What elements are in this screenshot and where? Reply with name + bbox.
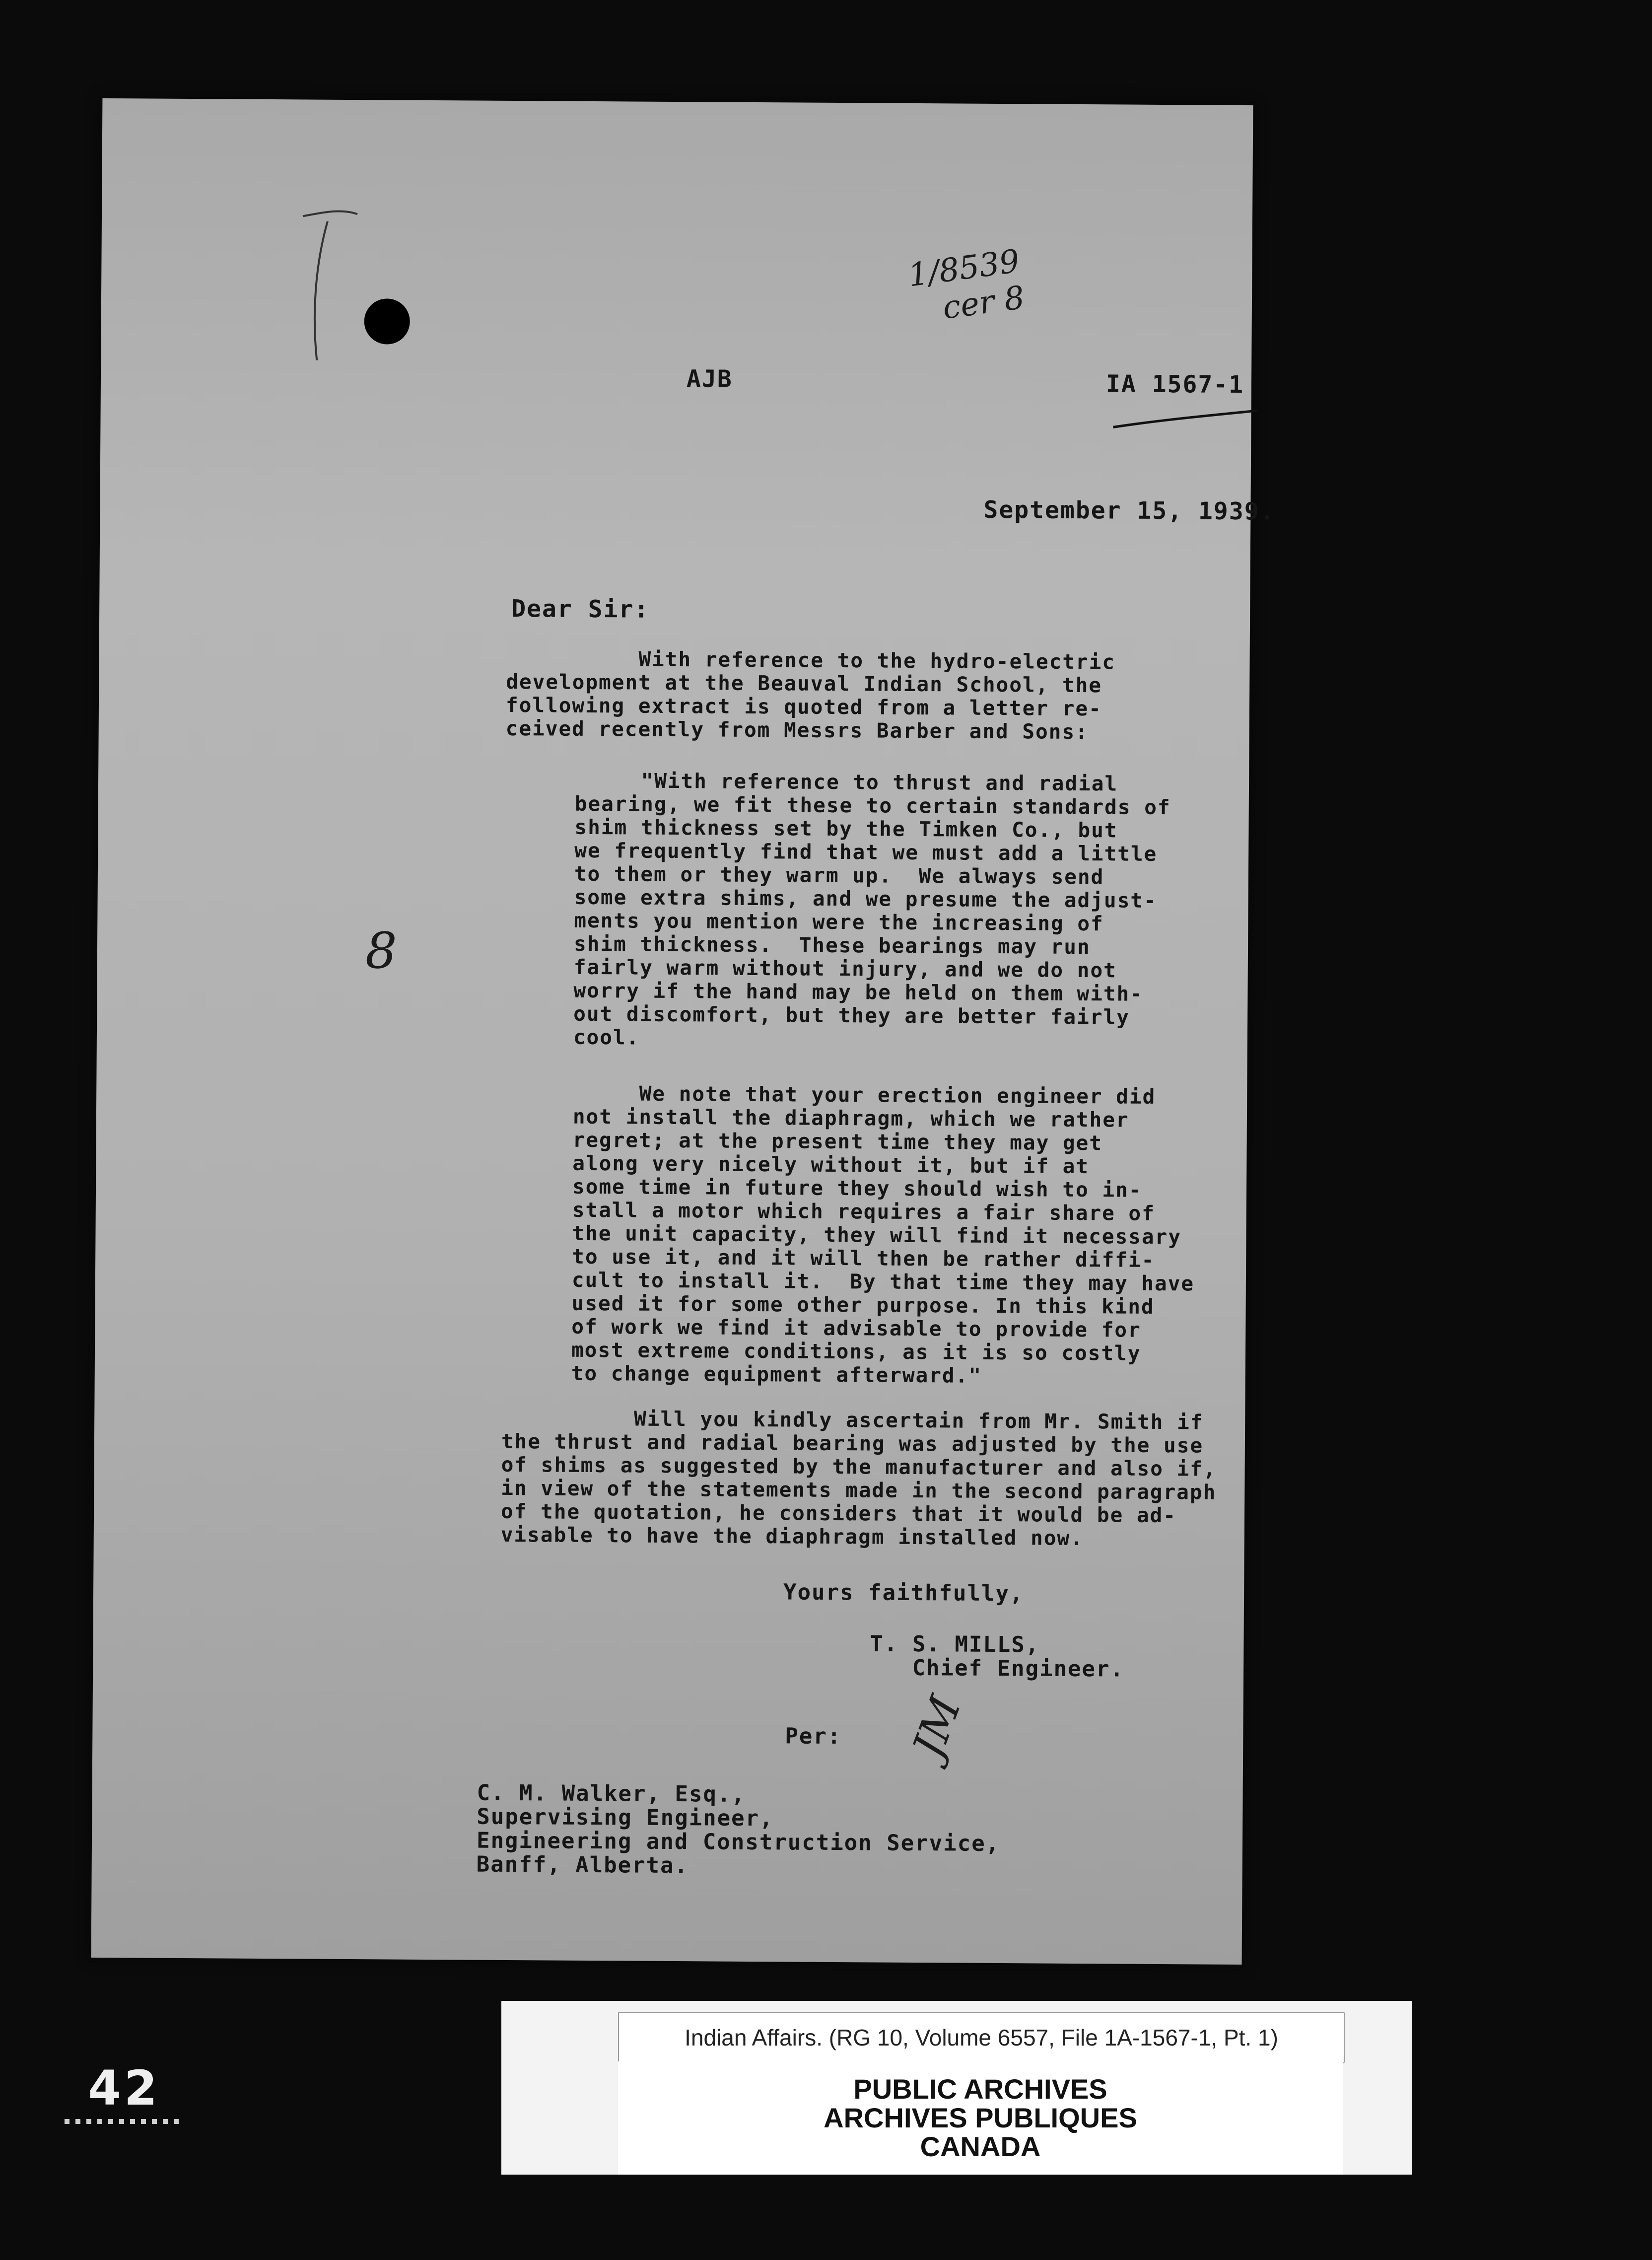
pen-underline (1110, 402, 1259, 433)
typist-initials: AJB (686, 365, 733, 393)
per-label: Per: (785, 1723, 842, 1750)
letter-date: September 15, 1939. (983, 495, 1275, 526)
microfilm-frame-number: 42 (88, 2060, 160, 2116)
handwritten-file-note: 1/8539 cer 8 (906, 243, 1027, 327)
recipient-address: C. M. Walker, Esq., Supervising Engineer, Engineering and Construction Service, Banff, Alberta. (476, 1780, 1000, 1879)
archive-line-3: CANADA (920, 2131, 1041, 2162)
archive-line-1: PUBLIC ARCHIVES (853, 2073, 1107, 2105)
corner-pencil-mark (297, 206, 387, 365)
file-number: IA 1567-1 (1105, 370, 1244, 399)
closing: Yours faithfully, (783, 1579, 1024, 1607)
archive-reference-text: Indian Affairs. (RG 10, Volume 6557, File 1A-1567-1, Pt. 1) (685, 2025, 1278, 2050)
handwritten-signature: JM (903, 1690, 971, 1765)
handwritten-margin-note: 8 (365, 921, 397, 980)
paragraph-intro: With reference to the hydro-electric development at the Beauval Indian School, the following extract is quoted from a letter re- ceived recently from Messrs Barber and Sons: (505, 646, 1116, 744)
signer-block: T. S. MILLS, Chief Engineer. (870, 1631, 1125, 1682)
salutation: Dear Sir: (511, 595, 650, 624)
quoted-paragraph-1: "With reference to thrust and radial bearing, we fit these to certain standards of shim thickness set by the Timken Co., but we frequently find that we must add a little to them or they warm up. We always send some extra shims, and we presume the adjust- ments you mention were the increasing of shim thickness. These bearings may run fairly warm without injury, and we do not worry if the hand may be held on them with- out discomfort, but they are better fairly cool. (573, 768, 1171, 1050)
paragraph-request: Will you kindly ascertain from Mr. Smith if the thrust and radial bearing was adjusted by the use of shims as suggested by the manufacturer and also if, in view of the statements made in the second paragraph of the quotation, he considers that it would be ad- visable to have the diaphragm installed now. (500, 1406, 1217, 1551)
archive-name-label (618, 2061, 1343, 2175)
archive-reference-label (618, 2012, 1345, 2063)
quoted-paragraph-2: We note that your erection engineer did not install the diaphragm, which we rather regret; at the present time they may get along very nicely without it, but if at some time in future they should wish to in- stall a motor which requires a fair share of the unit capacity, they will find it necessary to use it, and it will then be rather diffi- cult to install it. By that time they may have used it for some other purpose. In this kind of work we find it advisable to provide for most extreme conditions, as it is so costly to change equipment afterward." (571, 1081, 1195, 1388)
frame-tick-marks (65, 2119, 184, 2124)
archive-line-2: ARCHIVES PUBLIQUES (824, 2102, 1137, 2133)
letter-page (91, 98, 1275, 1965)
